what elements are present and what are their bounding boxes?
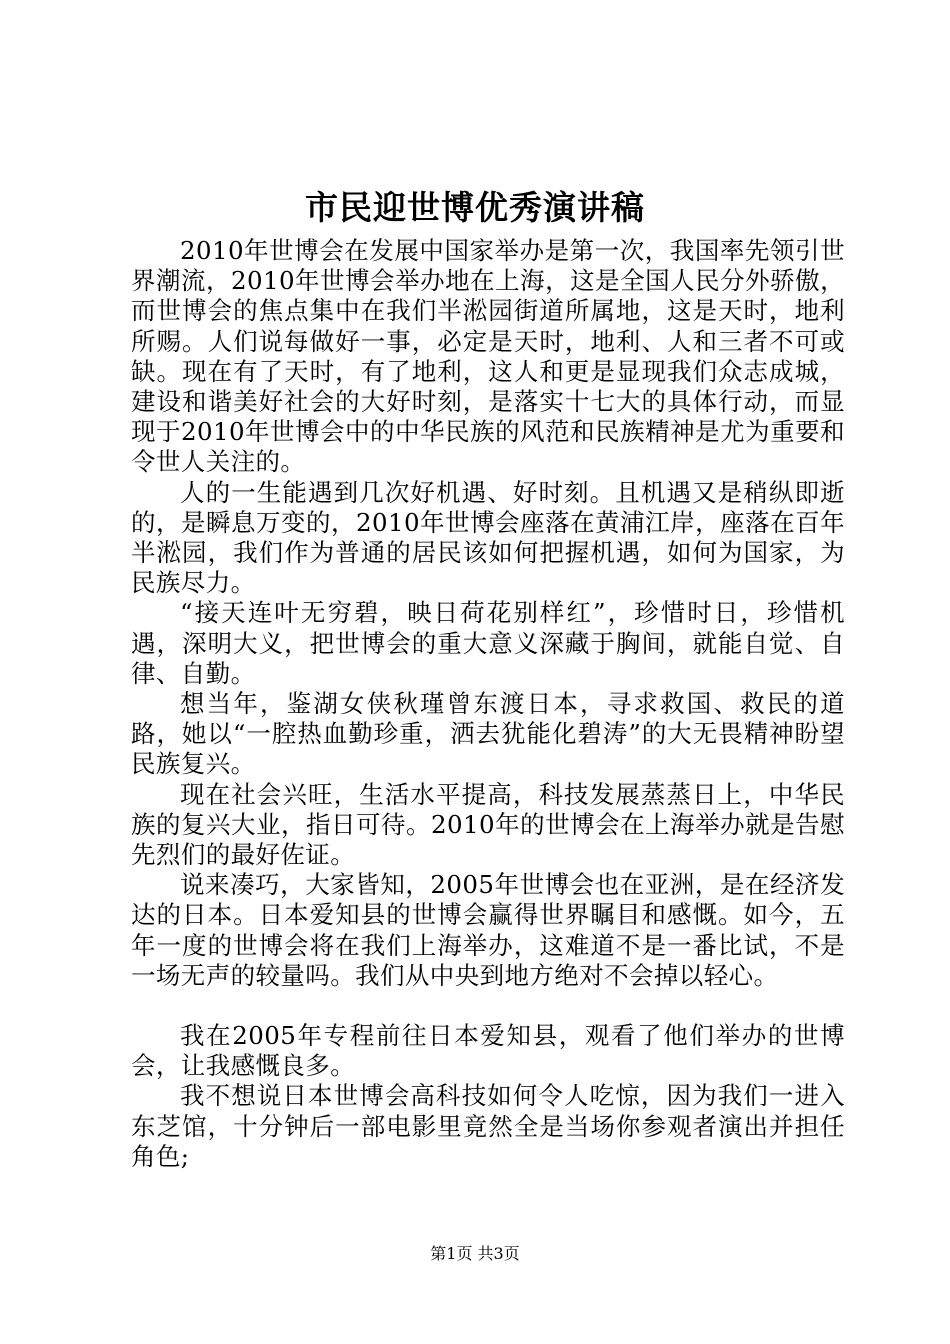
paragraph: 现在社会兴旺，生活水平提高，科技发展蒸蒸日上，中华民族的复兴大业，指日可待。2010年的世博会在上海举办就是告慰先烈们的最好佐证。 xyxy=(131,779,845,870)
document-title: 市民迎世博优秀演讲稿 xyxy=(305,188,645,227)
paragraph: 人的一生能遇到几次好机遇、好时刻。且机遇又是稍纵即逝的，是瞬息万变的，2010年世博会座落在黄浦江岸，座落在百年半淞园，我们作为普通的居民该如何把握机遇，如何为国家，为民族尽力。 xyxy=(131,477,845,598)
paragraph: 想当年，鉴湖女侠秋瑾曾东渡日本，寻求救国、救民的道路，她以“一腔热血勤珍重，洒去犹能化碧涛”的大无畏精神盼望民族复兴。 xyxy=(131,689,845,779)
paragraph: 2010年世博会在发展中国家举办是第一次，我国率先领引世界潮流，2010年世博会举办地在上海，这是全国人民分外骄傲，而世博会的焦点集中在我们半淞园街道所属地，这是天时，地利所赐。人们说每做好一事，必定是天时，地利、人和三者不可或缺。现在有了天时，有了地利，这人和更是显现我们众志成城，建设和谐美好社会的大好时刻，是落实十七大的具体行动，而显现于2010年世博会中的中华民族的风范和民族精神是尤为重要和令世人关注的。 xyxy=(131,236,845,477)
document-body xyxy=(131,236,845,1172)
paragraph: 说来凑巧，大家皆知，2005年世博会也在亚洲，是在经济发达的日本。日本爱知县的世博会赢得世界瞩目和感慨。如今，五年一度的世博会将在我们上海举办，这难道不是一番比试，不是一场无声的较量吗。我们从中央到地方绝对不会掉以轻心。 xyxy=(131,870,845,990)
page-footer: 第1页 共3页 xyxy=(430,1244,520,1263)
paragraph: 我在2005年专程前往日本爱知县，观看了他们举办的世博会，让我感慨良多。 xyxy=(131,1021,845,1081)
paragraph: “接天连叶无穷碧，映日荷花别样红”，珍惜时日，珍惜机遇，深明大义，把世博会的重大意义深藏于胸间，就能自觉、自律、自勤。 xyxy=(131,598,845,688)
paragraph: 我不想说日本世博会高科技如何令人吃惊，因为我们一进入东芝馆，十分钟后一部电影里竟然全是当场你参观者演出并担任角色; xyxy=(131,1081,845,1171)
